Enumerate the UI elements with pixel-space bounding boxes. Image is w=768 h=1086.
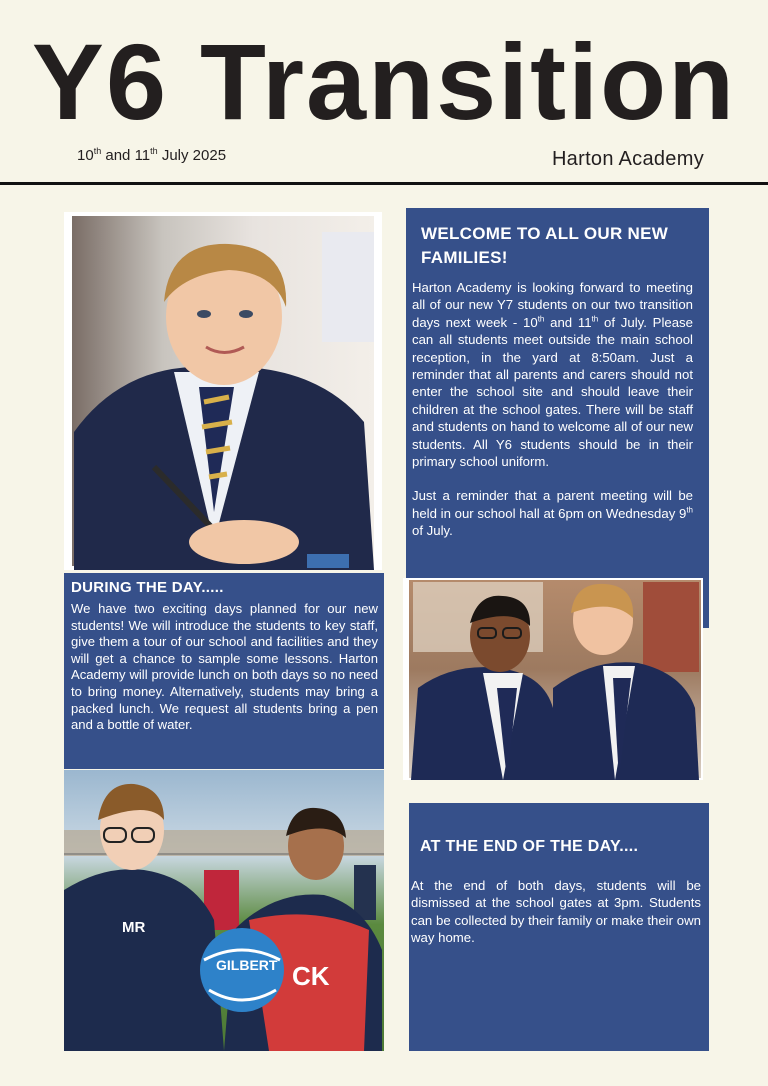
welcome-paragraph-2: Just a reminder that a parent meeting will be held in our school hall at 6pm on Wednesday 9th of July. <box>412 488 693 539</box>
netball-illustration <box>64 770 384 1051</box>
photo-student-writing <box>64 212 382 570</box>
welcome-panel <box>406 208 709 628</box>
ball-brand-text: GILBERT <box>216 957 278 973</box>
student-writing-illustration <box>64 212 382 570</box>
end-body: At the end of both days, students will be dismissed at the school gates at 3pm. Students can be collected by their family or make their own way home. <box>411 878 701 946</box>
end-heading: AT THE END OF THE DAY.... <box>420 838 639 855</box>
two-students-illustration <box>403 578 703 780</box>
end-of-day-panel <box>409 803 709 1051</box>
during-the-day-panel <box>64 573 384 769</box>
during-heading: DURING THE DAY..... <box>71 579 224 596</box>
jacket-initials-text: MR <box>122 919 146 936</box>
photo-two-students <box>403 578 703 780</box>
header-divider <box>0 182 768 185</box>
photo-netball-students <box>64 770 384 1051</box>
welcome-heading: WELCOME TO ALL OUR NEW FAMILIES! <box>421 224 669 267</box>
welcome-paragraph-1: Harton Academy is looking forward to meeting all of our new Y7 students on our two transition days next week - 10th and 11th of July. Please can all students meet outside the main school reception, in the yard at 8:50am. Just a reminder that all parents and carers should not enter the school site and should leave their children at the school gates. There will be staff and students on hand to welcome all of our new students. All Y6 students should be in their primary school uniform. <box>412 280 693 470</box>
school-name: Harton Academy <box>551 148 704 170</box>
during-body: We have two exciting days planned for our new students! We will introduce the students to key staff, give them a tour of our school and facilities and they will get a chance to sample some lessons. Harton Academy will provide lunch on both days so no need to bring money. Alternatively, students may bring a packed lunch. We request all students bring a pen and a bottle of water. <box>71 601 378 733</box>
page-title: Y6 Transition <box>31 21 737 142</box>
event-dates: 10th and 11th July 2025 <box>77 146 227 164</box>
svg-text:CK: CK <box>292 961 330 991</box>
